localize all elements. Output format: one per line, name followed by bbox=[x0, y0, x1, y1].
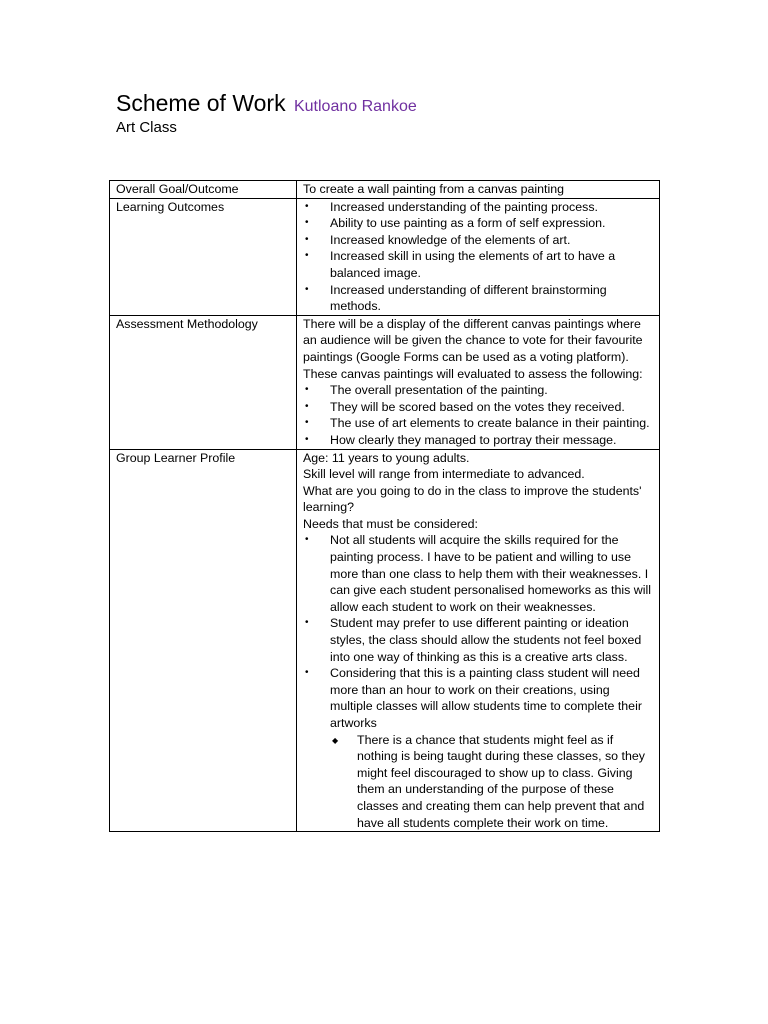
list-item: • Increased understanding of the painting process. bbox=[303, 199, 653, 216]
list-item: • Ability to use painting as a form of self expression. bbox=[303, 215, 653, 232]
needs-list bbox=[303, 532, 653, 831]
label-overall-goal: Overall Goal/Outcome bbox=[110, 181, 297, 199]
page-title bbox=[116, 88, 417, 122]
list-item: • Increased skill in using the elements of art to have a balanced image. bbox=[303, 248, 653, 281]
value-overall-goal: To create a wall painting from a canvas painting bbox=[297, 181, 660, 199]
label-group-learner-profile: Group Learner Profile bbox=[110, 449, 297, 832]
list-item: • Not all students will acquire the skills required for the painting process. I have to be patient and willing to use more than one class to help them with their weaknesses. I can give each student personalised homeworks as this will allow each student to work on their weaknesses. bbox=[303, 532, 653, 615]
title-text: Scheme of Work bbox=[116, 90, 286, 116]
page-subtitle: Art Class bbox=[116, 119, 177, 136]
table-row-assessment bbox=[110, 315, 660, 449]
profile-needs: Needs that must be considered: bbox=[303, 516, 478, 531]
label-learning-outcomes: Learning Outcomes bbox=[110, 198, 297, 315]
scheme-table bbox=[109, 180, 660, 832]
list-item: • The overall presentation of the painting. bbox=[303, 382, 653, 399]
needs-sublist bbox=[330, 732, 653, 832]
list-item bbox=[303, 665, 653, 831]
value-group-learner-profile bbox=[297, 449, 660, 832]
list-item-text: Considering that this is a painting class student will need more than an hour to work on their creations, using multiple classes will allow students time to complete their artworks bbox=[330, 666, 642, 730]
list-item: • They will be scored based on the votes they received. bbox=[303, 399, 653, 416]
list-item: • How clearly they managed to portray their message. bbox=[303, 432, 653, 449]
list-item: • Increased knowledge of the elements of art. bbox=[303, 232, 653, 249]
sub-list-item: ◆ There is a chance that students might feel as if nothing is being taught during these classes, so they might feel discouraged to show up to class. Giving them an understanding of the purpose of these classes and creating them can help prevent that and have all students complete their work on time. bbox=[330, 732, 653, 832]
assessment-list bbox=[303, 382, 653, 448]
table-row-learning bbox=[110, 198, 660, 315]
value-learning-outcomes bbox=[297, 198, 660, 315]
value-assessment-methodology bbox=[297, 315, 660, 449]
learning-outcomes-list bbox=[303, 199, 653, 315]
author-name: Kutloano Rankoe bbox=[293, 98, 417, 115]
profile-question: What are you going to do in the class to improve the students' learning? bbox=[303, 483, 642, 515]
assessment-intro: There will be a display of the different canvas paintings where an audience will be given the chance to vote for their favourite paintings (Google Forms can be used as a voting platform). These canvas paintings will evaluated to assess the following: bbox=[303, 316, 643, 381]
table-row-profile bbox=[110, 449, 660, 832]
profile-skill: Skill level will range from intermediate to advanced. bbox=[303, 467, 585, 482]
profile-age: Age: 11 years to young adults. bbox=[303, 450, 470, 465]
list-item: • Increased understanding of different brainstorming methods. bbox=[303, 282, 653, 315]
label-assessment-methodology: Assessment Methodology bbox=[110, 315, 297, 449]
list-item: • Student may prefer to use different painting or ideation styles, the class should allow the students not feel boxed into one way of thinking as this is a creative arts class. bbox=[303, 615, 653, 665]
table-row-overall bbox=[110, 181, 660, 199]
list-item: • The use of art elements to create balance in their painting. bbox=[303, 415, 653, 432]
